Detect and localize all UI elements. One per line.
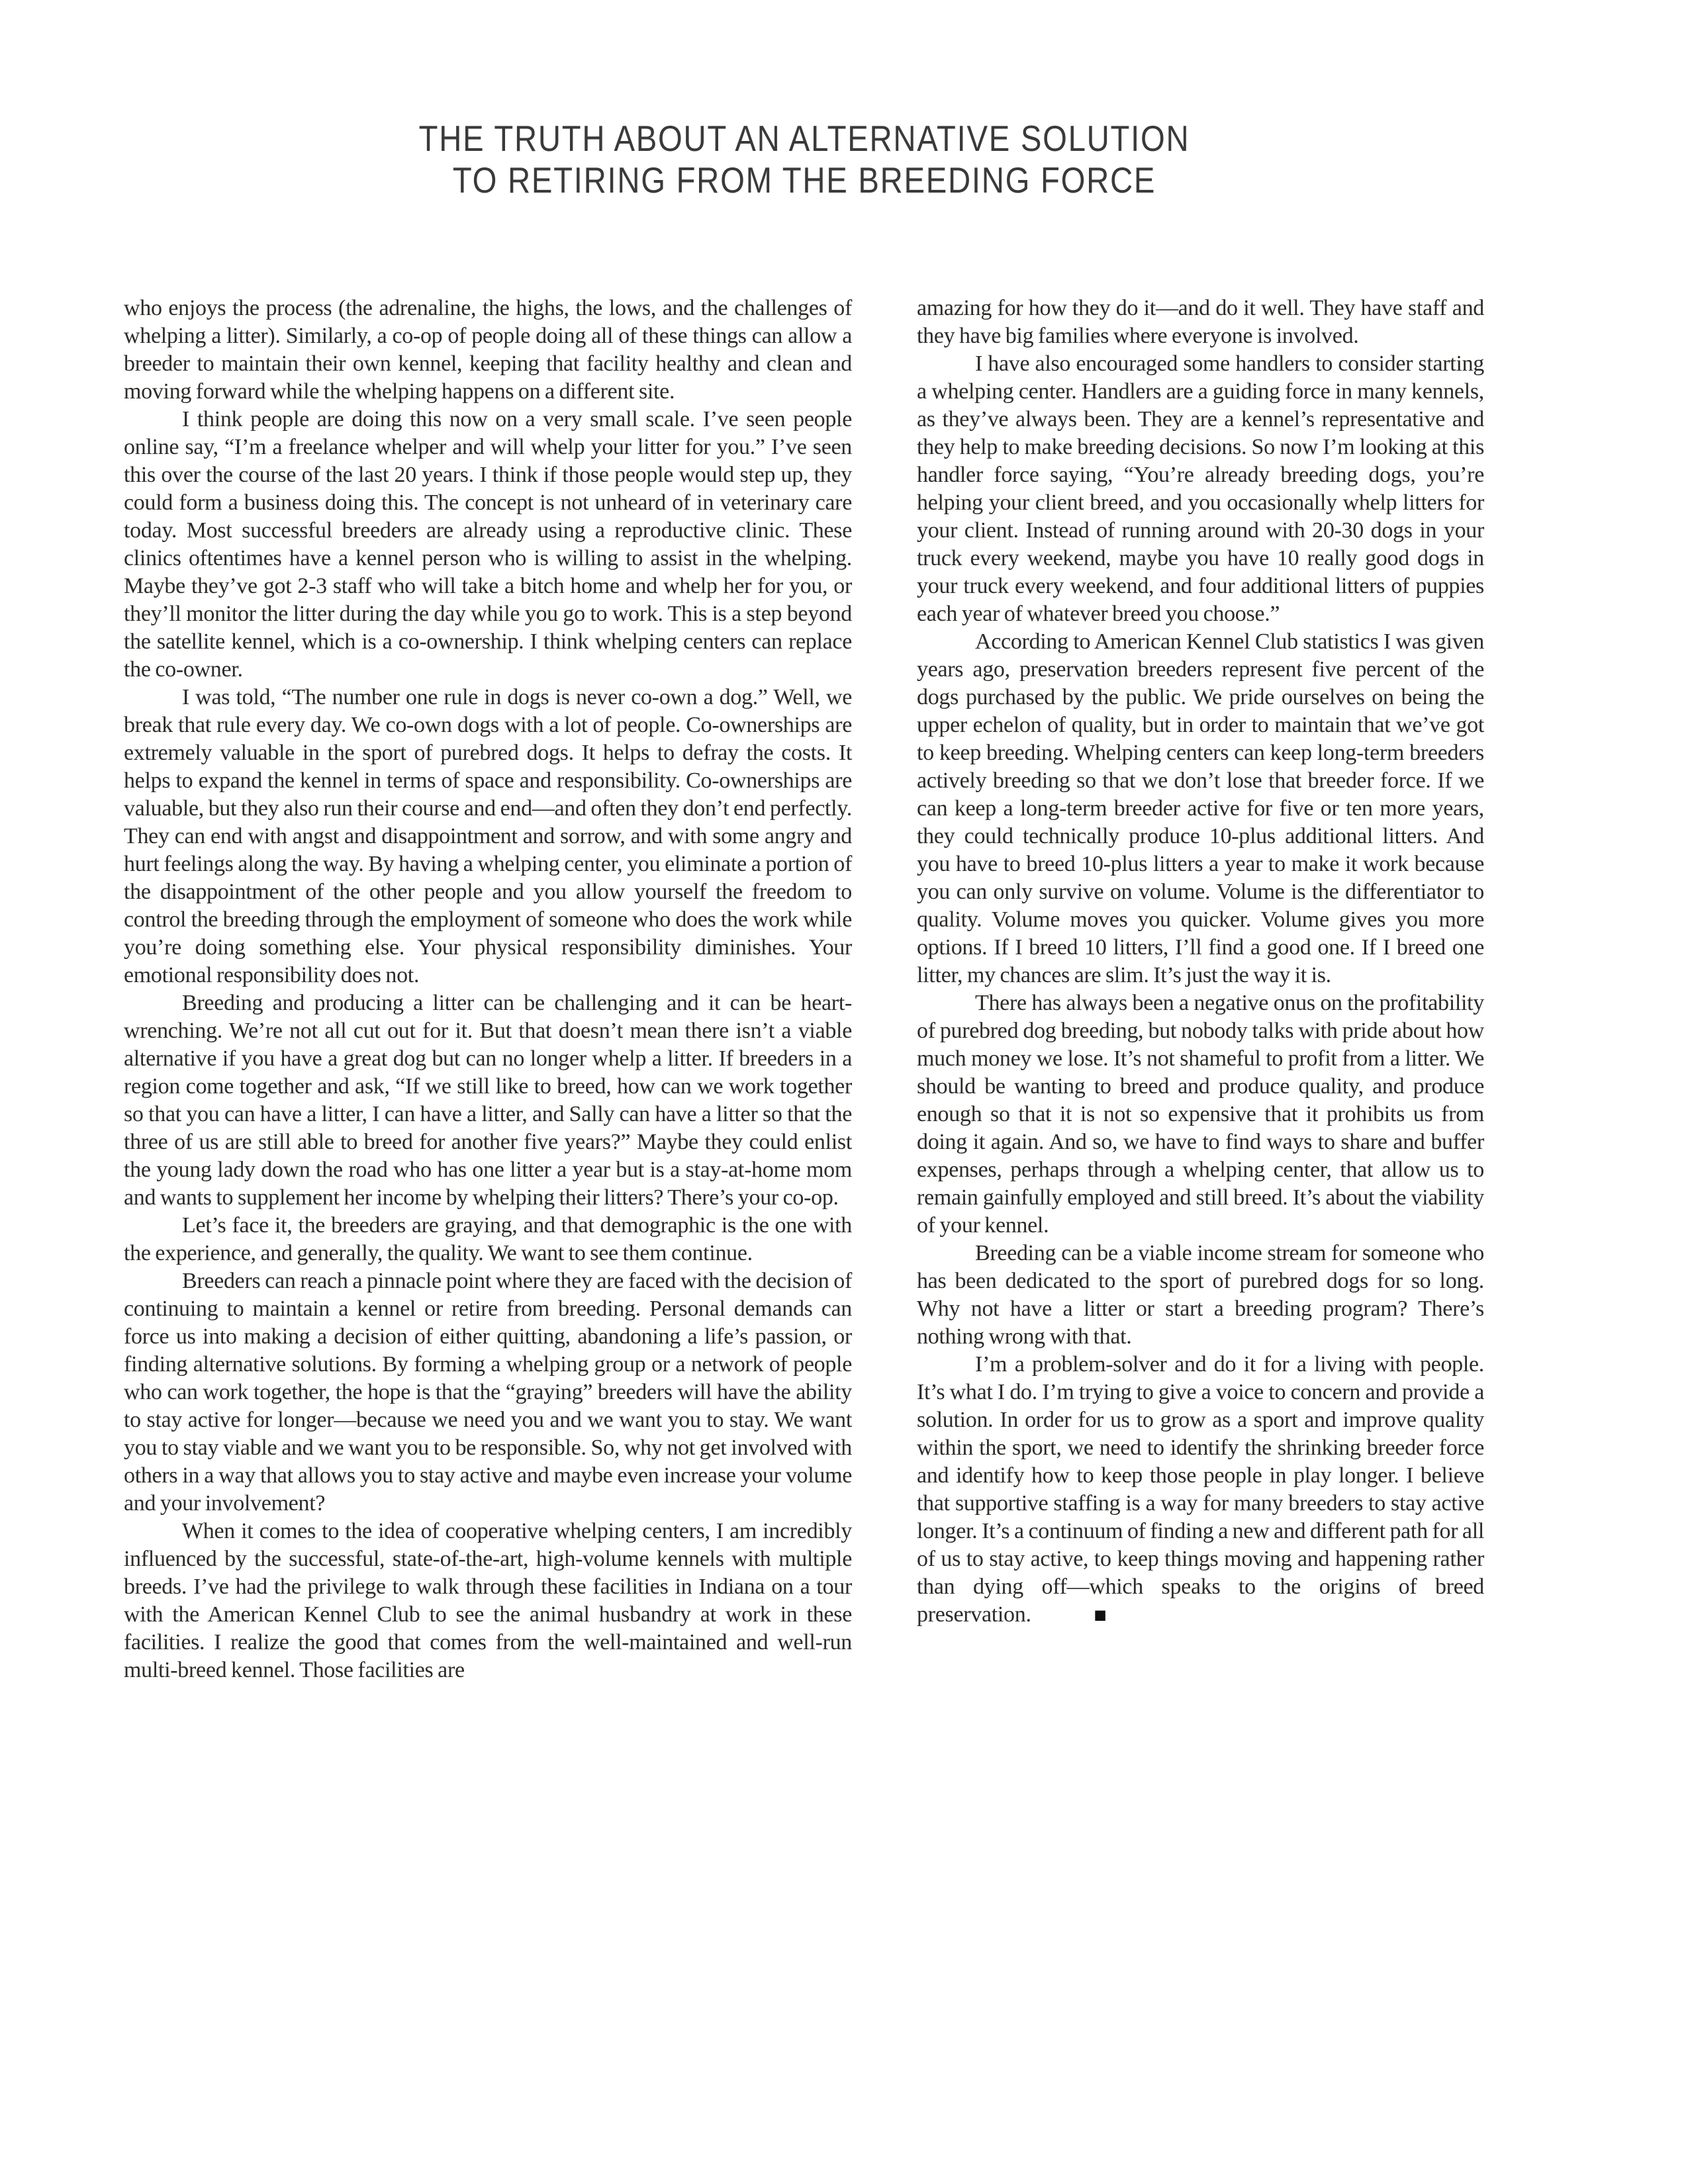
page-title — [219, 118, 1389, 201]
article-paragraph-text: I’m a problem-solver and do it for a living with people. It’s what I do. I’m trying to give a voice to concern and provide a solution. In order for us to grow as a sport and improve quality within the sport, we need to identify the shrinking breeder force and identify how to keep those people in play longer. I believe that supportive staffing is a way for many breeders to stay active longer. It’s a continuum of finding a new and different path for all of us to stay active, to keep things moving and happening rather than dying off—which speaks to the origins of breed preservation. — [917, 1352, 1485, 1627]
article-paragraph: amazing for how they do it—and do it well. They have staff and they have big families where everyone is involved. — [917, 296, 1484, 348]
article-title-line-1: THE TRUTH ABOUT AN ALTERNATIVE SOLUTION — [418, 118, 1190, 159]
article-paragraph: Breeding can be a viable income stream for someone who has been dedicated to the sport of purebred dogs for so long. Why not have a litter or start a breeding program? There’s nothing wrong with that. — [917, 1241, 1484, 1349]
article-right-column — [917, 295, 1484, 1629]
article-paragraph: Breeders can reach a pinnacle point where they are faced with the decision of continuing to maintain a kennel or retire from breeding. Personal demands can force us into making a decision of either quitting, abandoning a life’s passion, or finding alternative solutions. By forming a whelping group or a network of people who can work together, the hope is that the “graying” breeders will have the ability to stay active for longer—because we need you and we want you to stay. We want you to stay viable and we want you to be responsible. So, why not get involved with others in a way that allows you to stay active and maybe even increase your volume and your involvement? — [124, 1269, 852, 1516]
article-paragraph: There has always been a negative onus on the profitability of purebred dog breeding, but nobody talks with pride about how much money we lose. It’s not shameful to profit from a litter. We should be wanting to breed and produce quality, and produce enough so that it is not so expensive that it prohibits us from doing it again. And so, we have to find ways to share and buffer expenses, perhaps through a whelping center, that allow us to remain gainfully employed and still breed. It’s about the viability of your kennel. — [917, 991, 1484, 1238]
article-paragraph: When it comes to the idea of cooperative whelping centers, I am incredibly influenced by the successful, state-of-the-art, high-volume kennels with multiple breeds. I’ve had the privilege to walk through these facilities in Indiana on a tour with the American Kennel Club to see the animal husbandry at work in these facilities. I realize the good that comes from the well-maintained and well-run multi-breed kennel. Those facilities are — [124, 1519, 852, 1682]
article-title-line-2: TO RETIRING FROM THE BREEDING FORCE — [452, 159, 1156, 201]
article-paragraph: Let’s face it, the breeders are graying, and that demographic is the one with the experience, and generally, the quality. We want to see them continue. — [124, 1213, 852, 1265]
article-paragraph: I think people are doing this now on a very small scale. I’ve seen people online say, “I’m a freelance whelper and will whelp your litter for you.” I’ve seen this over the course of the last 20 years. I think if those people would step up, they could form a business doing this. The concept is not unheard of in veterinary care today. Most successful breeders are already using a reproductive clinic. These clinics oftentimes have a kennel person who is willing to assist in the whelping. Maybe they’ve got 2-3 staff who will take a bitch home and whelp her for you, or they’ll monitor the litter during the day while you go to work. This is a step beyond the satellite kennel, which is a co-ownership. I think whelping centers can replace the co-owner. — [124, 407, 852, 682]
end-of-article-mark: ■ — [1094, 1603, 1107, 1627]
article-left-column — [124, 295, 852, 1684]
article-paragraph: According to American Kennel Club statistics I was given years ago, preservation breeders represent five percent of the dogs purchased by the public. We pride ourselves on being the upper echelon of quality, but in order to maintain that we’ve got to keep breeding. Whelping centers can keep long-term breeders actively breeding so that we don’t lose that breeder force. If we can keep a long-term breeder active for five or ten more years, they could technically produce 10-plus additional litters. And you have to breed 10-plus litters a year to make it work because you can only survive on volume. Volume is the differentiator to quality. Volume moves you quicker. Volume gives you more options. If I breed 10 litters, I’ll find a good one. If I breed one litter, my chances are slim. It’s just the way it is. — [917, 629, 1484, 987]
article-paragraph: I have also encouraged some handlers to consider starting a whelping center. Handlers are a guiding force in many kennels, as they’ve always been. They are a kennel’s representative and they help to make breeding decisions. So now I’m looking at this handler force saying, “You’re already breeding dogs, you’re helping your client breed, and you occasionally whelp litters for your client. Instead of running around with 20-30 dogs in your truck every weekend, maybe you have 10 really good dogs in your truck every weekend, and four additional litters of puppies each year of whatever breed you choose.” — [917, 351, 1484, 626]
article-paragraph — [917, 1351, 1484, 1629]
article-paragraph: who enjoys the process (the adrenaline, the highs, the lows, and the challenges of whelping a litter). Similarly, a co-op of people doing all of these things can allow a breeder to maintain their own kennel, keeping that facility healthy and clean and moving forward while the whelping happens on a different site. — [124, 296, 852, 404]
article-paragraph: Breeding and producing a litter can be challenging and it can be heart-wrenching. We’re not all cut out for it. But that doesn’t mean there isn’t a viable alternative if you have a great dog but can no longer whelp a litter. If breeders in a region come together and ask, “If we still like to breed, how can we work together so that you can have a litter, I can have a litter, and Sally can have a litter so that the three of us are still able to breed for another five years?” Maybe they could enlist the young lady down the road who has one litter a year but is a stay-at-home mom and wants to supplement her income by whelping their litters? There’s your co-op. — [124, 991, 852, 1210]
article-paragraph: I was told, “The number one rule in dogs is never co-own a dog.” Well, we break that rule every day. We co-own dogs with a lot of people. Co-ownerships are extremely valuable in the sport of purebred dogs. It helps to defray the costs. It helps to expand the kennel in terms of space and responsibility. Co-ownerships are valuable, but they also run their course and end—and often they don’t end perfectly. They can end with angst and disappointment and sorrow, and with some angry and hurt feelings along the way. By having a whelping center, you eliminate a portion of the disappointment of the other people and you allow yourself the freedom to control the breeding through the employment of someone who does the work while you’re doing something else. Your physical responsibility diminishes. Your emotional responsibility does not. — [124, 685, 852, 987]
